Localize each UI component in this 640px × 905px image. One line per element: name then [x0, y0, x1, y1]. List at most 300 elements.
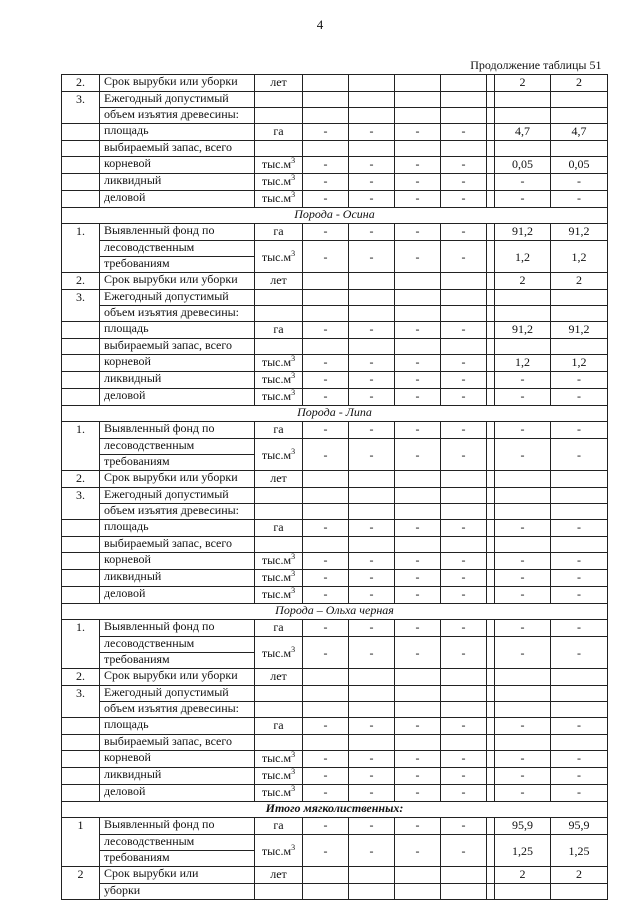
table-cell: лет — [255, 471, 303, 488]
table-cell — [441, 504, 487, 520]
table-cell — [487, 174, 495, 191]
table-cell: - — [303, 751, 349, 768]
table-row — [62, 751, 608, 768]
table-row — [62, 504, 608, 520]
table-row — [62, 553, 608, 570]
table-cell — [487, 191, 495, 208]
table-cell: - — [441, 520, 487, 537]
table-cell: - — [303, 174, 349, 191]
table-cell — [349, 488, 395, 504]
table-cell: 2. — [62, 75, 100, 92]
table-cell: 2 — [551, 75, 608, 92]
table-cell — [349, 306, 395, 322]
table-cell: - — [551, 422, 608, 439]
table-cell — [551, 504, 608, 520]
table-cell: - — [303, 157, 349, 174]
table-cell: - — [395, 241, 441, 273]
table-cell: га — [255, 224, 303, 241]
table-cell: Ежегодный допустимый — [100, 290, 255, 306]
table-cell: га — [255, 520, 303, 537]
table-row — [62, 587, 608, 604]
table-cell: 3 — [291, 173, 296, 182]
table-cell — [487, 587, 495, 604]
table-cell: объем изъятия древесины: — [100, 504, 255, 520]
table-cell: 2 — [495, 75, 551, 92]
table-cell — [349, 92, 395, 108]
table-cell: тыс.м — [261, 751, 292, 765]
table-cell: 0,05 — [495, 157, 551, 174]
table-cell — [255, 637, 303, 669]
table-cell — [255, 439, 303, 471]
table-cell — [349, 884, 395, 900]
table-cell — [487, 124, 495, 141]
table-cell: - — [349, 587, 395, 604]
table-cell — [395, 867, 441, 884]
table-cell — [62, 768, 100, 785]
table-cell — [487, 718, 495, 735]
table-cell — [395, 488, 441, 504]
table-cell — [441, 669, 487, 686]
table-cell: - — [395, 322, 441, 339]
table-cell: - — [495, 587, 551, 604]
table-cell — [487, 471, 495, 488]
table-cell: - — [349, 322, 395, 339]
table-cell: ликвидный — [100, 372, 255, 389]
table-cell: лет — [255, 273, 303, 290]
table-cell: тыс.м — [261, 646, 292, 660]
table-cell — [551, 488, 608, 504]
table-cell: - — [395, 157, 441, 174]
table-cell: - — [395, 389, 441, 406]
table-cell: лесоводственным — [100, 241, 255, 257]
table-cell: тыс.м — [261, 587, 292, 601]
table-cell: га — [255, 124, 303, 141]
table-cell: - — [441, 355, 487, 372]
table-cell — [487, 520, 495, 537]
table-row — [62, 75, 608, 92]
table-cell — [62, 124, 100, 141]
table-cell — [395, 537, 441, 553]
table-cell: требованиям — [100, 851, 255, 867]
table-cell: - — [349, 520, 395, 537]
table-cell: 1,25 — [551, 835, 608, 867]
table-row — [62, 124, 608, 141]
table-cell: требованиям — [100, 257, 255, 273]
table-cell: 4,7 — [551, 124, 608, 141]
table-cell: - — [303, 389, 349, 406]
table-cell — [487, 620, 495, 637]
table-cell — [303, 75, 349, 92]
table-cell: - — [495, 718, 551, 735]
table-cell: - — [303, 570, 349, 587]
table-cell: - — [303, 835, 349, 867]
table-cell — [395, 75, 441, 92]
table-cell — [349, 339, 395, 355]
table-cell — [303, 537, 349, 553]
table-cell: - — [349, 422, 395, 439]
table-cell — [255, 686, 303, 702]
table-cell — [255, 884, 303, 900]
table-cell: - — [349, 751, 395, 768]
table-cell: 95,9 — [495, 818, 551, 835]
table-cell — [303, 686, 349, 702]
table-cell — [349, 735, 395, 751]
table-cell: - — [303, 818, 349, 835]
table-cell: лесоводственным — [100, 637, 255, 653]
table-cell — [255, 702, 303, 718]
table-cell: - — [441, 751, 487, 768]
table-cell: - — [441, 124, 487, 141]
page-number: 4 — [316, 17, 324, 32]
table-cell: Ежегодный допустимый — [100, 686, 255, 702]
table-cell — [255, 92, 303, 108]
table-cell: - — [395, 224, 441, 241]
table-cell: 3 — [291, 645, 296, 654]
table-cell: - — [303, 718, 349, 735]
table-cell — [395, 108, 441, 124]
table-cell — [255, 389, 303, 406]
table-cell — [303, 488, 349, 504]
table-cell — [349, 273, 395, 290]
table-cell — [551, 669, 608, 686]
table-row — [62, 339, 608, 355]
table-cell — [62, 174, 100, 191]
table-cell: требованиям — [100, 653, 255, 669]
table-cell — [303, 867, 349, 884]
table-cell — [62, 141, 100, 157]
table-cell — [255, 587, 303, 604]
table-cell — [487, 835, 495, 867]
table-row — [62, 355, 608, 372]
table-cell — [62, 785, 100, 802]
table-cell — [487, 224, 495, 241]
table-cell: - — [551, 389, 608, 406]
table-cell: 1,2 — [495, 355, 551, 372]
table-cell — [495, 488, 551, 504]
table-cell — [349, 141, 395, 157]
table-cell — [349, 75, 395, 92]
table-cell — [441, 471, 487, 488]
table-cell: - — [395, 718, 441, 735]
table-cell: площадь — [100, 520, 255, 537]
table-cell: тыс.м — [261, 844, 292, 858]
table-cell — [487, 108, 495, 124]
table-cell: га — [255, 620, 303, 637]
table-cell — [551, 537, 608, 553]
table-cell — [255, 339, 303, 355]
table-cell: га — [255, 322, 303, 339]
table-cell — [395, 669, 441, 686]
table-cell: - — [395, 174, 441, 191]
table-cell: - — [551, 174, 608, 191]
table-cell: - — [349, 241, 395, 273]
table-row — [62, 174, 608, 191]
table-cell: - — [441, 157, 487, 174]
table-cell: 1,25 — [495, 835, 551, 867]
table-cell — [441, 702, 487, 718]
table-cell: - — [495, 553, 551, 570]
table-cell — [255, 488, 303, 504]
table-cell: - — [303, 191, 349, 208]
table-cell: - — [395, 372, 441, 389]
table-cell: выбираемый запас, всего — [100, 537, 255, 553]
table-row — [62, 273, 608, 290]
table-cell: - — [495, 422, 551, 439]
table-cell — [487, 372, 495, 389]
table-row — [62, 141, 608, 157]
table-cell: 2. — [62, 273, 100, 290]
table-cell: лет — [255, 867, 303, 884]
table-cell: - — [495, 620, 551, 637]
table-cell: 3 — [291, 388, 296, 397]
table-cell — [255, 241, 303, 273]
table-cell — [255, 537, 303, 553]
table-cell — [62, 157, 100, 174]
table-cell: 3 — [291, 371, 296, 380]
table-cell: Выявленный фонд по — [100, 818, 255, 835]
table-cell: - — [395, 818, 441, 835]
table-cell: уборки — [100, 884, 255, 900]
table-cell: - — [303, 422, 349, 439]
table-cell: 3 — [291, 190, 296, 199]
table-cell: - — [495, 570, 551, 587]
table-row — [62, 322, 608, 339]
table-row — [62, 785, 608, 802]
table-cell: тыс.м — [261, 372, 292, 386]
table-cell: 1. — [62, 224, 100, 273]
table-cell: - — [395, 620, 441, 637]
table-cell: - — [495, 785, 551, 802]
table-row — [62, 157, 608, 174]
table-cell — [255, 372, 303, 389]
table-cell — [551, 735, 608, 751]
table-cell: - — [495, 372, 551, 389]
table-cell — [62, 322, 100, 339]
table-cell — [487, 884, 495, 900]
table-cell: - — [303, 241, 349, 273]
table-cell — [303, 884, 349, 900]
table-row — [62, 92, 608, 108]
table-cell: - — [349, 389, 395, 406]
section-total: Итого мягколиственных: — [62, 802, 608, 818]
table-cell: - — [349, 637, 395, 669]
table-cell — [487, 389, 495, 406]
table-cell — [487, 355, 495, 372]
table-cell: - — [441, 637, 487, 669]
table-cell: - — [441, 785, 487, 802]
table-cell — [303, 702, 349, 718]
table-cell — [495, 290, 551, 306]
table-cell — [495, 669, 551, 686]
table-cell — [349, 686, 395, 702]
table-cell: Ежегодный допустимый — [100, 92, 255, 108]
table-cell: 3 — [291, 447, 296, 456]
table-cell: 2 — [551, 867, 608, 884]
table-cell — [441, 867, 487, 884]
table-cell: - — [495, 751, 551, 768]
table-row — [62, 835, 608, 851]
table-row — [62, 768, 608, 785]
table-cell — [395, 686, 441, 702]
table-cell — [487, 422, 495, 439]
table-cell: - — [395, 587, 441, 604]
table-cell: 3 — [291, 767, 296, 776]
section-row — [62, 802, 608, 818]
table-cell: - — [441, 620, 487, 637]
table-cell: 91,2 — [495, 224, 551, 241]
table-cell — [441, 488, 487, 504]
table-cell: тыс.м — [261, 389, 292, 403]
table-row — [62, 669, 608, 686]
table-cell: - — [303, 355, 349, 372]
table-cell: - — [349, 372, 395, 389]
section-row — [62, 406, 608, 422]
table-cell: - — [303, 439, 349, 471]
table-cell: - — [551, 785, 608, 802]
table-cell — [255, 785, 303, 802]
table-cell: 2. — [62, 669, 100, 686]
table-cell: тыс.м — [261, 768, 292, 782]
table-cell: 95,9 — [551, 818, 608, 835]
table-cell: - — [495, 439, 551, 471]
table-cell — [303, 108, 349, 124]
table-row — [62, 718, 608, 735]
table-cell — [349, 867, 395, 884]
table-cell: Выявленный фонд по — [100, 422, 255, 439]
table-cell: объем изъятия древесины: — [100, 108, 255, 124]
table-cell: - — [395, 520, 441, 537]
table-cell: - — [495, 191, 551, 208]
table-row — [62, 290, 608, 306]
table-row — [62, 735, 608, 751]
table-cell: тыс.м — [261, 785, 292, 799]
table-cell — [487, 818, 495, 835]
table-cell — [62, 191, 100, 208]
table-cell — [303, 141, 349, 157]
table-cell: - — [441, 224, 487, 241]
table-cell — [255, 504, 303, 520]
table-cell — [255, 570, 303, 587]
table-cell — [62, 587, 100, 604]
table-cell — [349, 702, 395, 718]
table-cell — [255, 306, 303, 322]
table-cell — [551, 92, 608, 108]
table-cell — [62, 520, 100, 537]
table-cell — [441, 75, 487, 92]
table-cell — [441, 537, 487, 553]
table-row — [62, 108, 608, 124]
table-cell: деловой — [100, 587, 255, 604]
table-cell: - — [551, 553, 608, 570]
table-row — [62, 686, 608, 702]
table-cell — [62, 389, 100, 406]
table-cell: - — [349, 224, 395, 241]
table-cell — [487, 141, 495, 157]
table-cell — [487, 637, 495, 669]
table-cell — [255, 141, 303, 157]
table-cell: - — [303, 520, 349, 537]
table-cell: 1. — [62, 422, 100, 471]
table-cell: 0,05 — [551, 157, 608, 174]
forest-table — [61, 59, 608, 900]
table-cell — [487, 290, 495, 306]
table-cell: площадь — [100, 322, 255, 339]
table-cell — [487, 702, 495, 718]
table-cell: 3. — [62, 290, 100, 322]
table-cell: деловой — [100, 191, 255, 208]
table-cell — [62, 553, 100, 570]
table-cell: корневой — [100, 355, 255, 372]
table-cell: - — [395, 768, 441, 785]
table-cell: - — [349, 768, 395, 785]
table-cell: тыс.м — [261, 157, 292, 171]
table-cell: 91,2 — [551, 224, 608, 241]
table-cell — [303, 290, 349, 306]
table-cell: Выявленный фонд по — [100, 224, 255, 241]
table-cell: ликвидный — [100, 174, 255, 191]
table-cell: Срок вырубки или уборки — [100, 471, 255, 488]
table-cell — [487, 751, 495, 768]
table-cell: - — [441, 322, 487, 339]
table-row — [62, 439, 608, 455]
table-row — [62, 537, 608, 553]
table-cell: лесоводственным — [100, 439, 255, 455]
table-cell: - — [441, 241, 487, 273]
table-cell: 91,2 — [551, 322, 608, 339]
table-cell — [487, 553, 495, 570]
table-cell — [441, 108, 487, 124]
table-cell: - — [551, 587, 608, 604]
section-row — [62, 604, 608, 620]
table-cell — [303, 669, 349, 686]
table-cell: 3 — [291, 750, 296, 759]
table-cell — [395, 735, 441, 751]
table-cell: 3 — [291, 843, 296, 852]
table-cell: - — [349, 785, 395, 802]
section-linden: Порода - Липа — [62, 406, 608, 422]
table-cell: ликвидный — [100, 570, 255, 587]
table-cell: - — [441, 587, 487, 604]
table-cell: тыс.м — [261, 191, 292, 205]
table-cell: - — [303, 372, 349, 389]
table-cell — [487, 735, 495, 751]
table-cell: - — [395, 785, 441, 802]
table-cell: тыс.м — [261, 570, 292, 584]
table-cell: - — [395, 751, 441, 768]
table-cell — [62, 537, 100, 553]
table-cell: - — [303, 224, 349, 241]
continuation-caption: Продолжение таблицы 51 — [470, 59, 602, 72]
table-cell — [441, 884, 487, 900]
table-cell: тыс.м — [261, 250, 292, 264]
table-cell: деловой — [100, 785, 255, 802]
table-cell — [441, 339, 487, 355]
table-cell — [487, 439, 495, 471]
table-cell — [62, 355, 100, 372]
table-row — [62, 191, 608, 208]
table-cell: - — [303, 637, 349, 669]
table-cell: Ежегодный допустимый — [100, 488, 255, 504]
table-cell — [495, 686, 551, 702]
table-cell — [487, 504, 495, 520]
table-cell: - — [349, 570, 395, 587]
table-cell: - — [441, 439, 487, 471]
table-cell — [441, 306, 487, 322]
table-cell — [487, 92, 495, 108]
table-cell — [487, 241, 495, 273]
table-cell: корневой — [100, 751, 255, 768]
table-row — [62, 389, 608, 406]
